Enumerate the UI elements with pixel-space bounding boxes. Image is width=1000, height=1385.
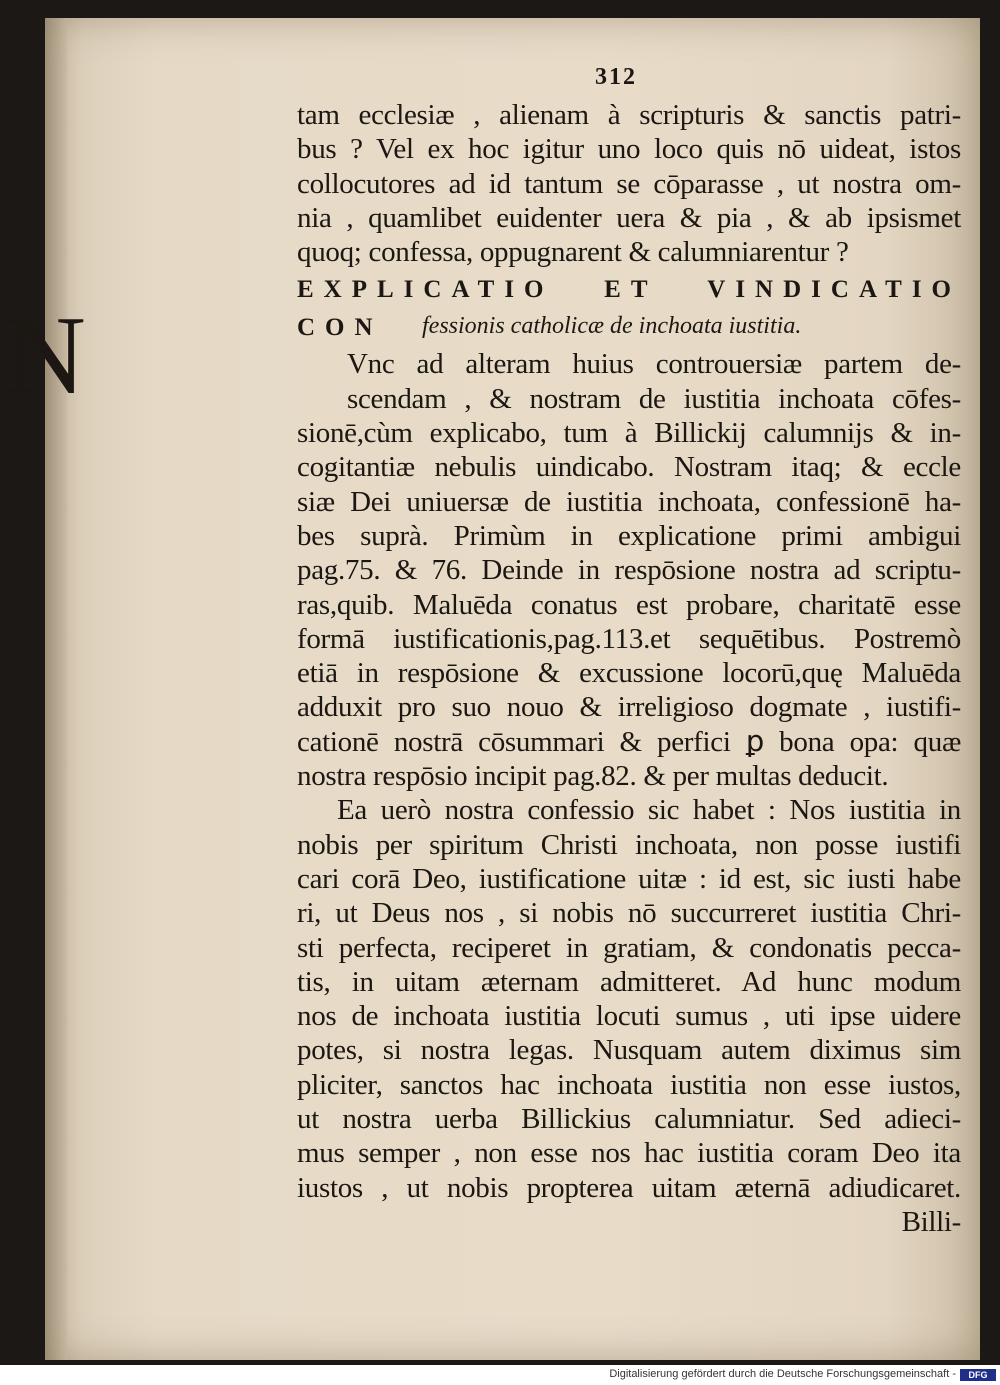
text-line: tam ecclesiæ , alienam à scripturis & sanctis patri-	[297, 99, 961, 131]
text-line: formā iustificationis,pag.113.et sequētibus. Postremò	[297, 622, 961, 655]
catchword: Billi-	[901, 1205, 961, 1238]
page-gutter-shadow	[45, 18, 67, 1360]
text-line: sti perfecta, reciperet in gratiam, & condonatis pecca-	[297, 931, 961, 964]
text-line: scendam , & nostram de iustitia inchoata cōfes-	[347, 382, 961, 415]
text-line: ras,quib. Maluēda conatus est probare, charitatē esse	[297, 588, 961, 621]
text-line: quoq; confessa, oppugnarent & calumniarentur ?	[297, 236, 849, 269]
section-subheading: fessionis catholicæ de inchoata iustitia.	[422, 313, 802, 340]
text-line: sionē,cùm explicabo, tum à Billickij calumnijs & in-	[297, 417, 961, 450]
text-line: cari corā Deo, iustificatione uitæ : id est, sic iusti habe	[297, 862, 961, 895]
footer-credit: Digitalisierung gefördert durch die Deutsche Forschungsgemeinschaft -	[609, 1368, 956, 1380]
text-line: iustos , ut nobis propterea uitam æternā adiudicaret.	[297, 1171, 961, 1204]
text-line: nos de inchoata iustitia locuti sumus , uti ipse uidere	[297, 1000, 961, 1033]
text-line: adduxit pro suo nouo & irreligioso dogmate , iustifi-	[297, 691, 961, 724]
text-line: etiā in respōsione & excussione locorū,quę Maluēda	[297, 657, 961, 690]
text-line: nia , quamlibet euidenter uera & pia , & ab ipsismet	[297, 201, 961, 234]
footer-bar	[0, 1365, 1000, 1385]
text-line: Vnc ad alteram huius controuersiæ partem de-	[347, 348, 961, 381]
text-line: nobis per spiritum Christi inchoata, non posse iustifi	[297, 828, 961, 861]
section-heading: EXPLICATIO ET VINDICATIO CON	[297, 276, 961, 342]
text-line: ri, ut Deus nos , si nobis nō succurreret iustitia Chri-	[297, 897, 961, 930]
drop-cap-initial: N	[5, 294, 86, 418]
text-line: nostra respōsio incipit pag.82. & per multas deducit.	[297, 760, 889, 793]
text-line: mus semper , non esse nos hac iustitia coram Deo ita	[297, 1137, 961, 1170]
text-line: siæ Dei uniuersæ de iustitia inchoata, confessionē ha-	[297, 485, 961, 518]
page-number: 312	[595, 64, 637, 90]
text-line: bus ? Vel ex hoc igitur uno loco quis nō uideat, istos	[297, 133, 961, 166]
text-line: potes, si nostra legas. Nusquam autem diximus sim	[297, 1034, 961, 1067]
text-line: pag.75. & 76. Deinde in respōsione nostra ad scriptu-	[297, 554, 961, 587]
body-text	[297, 98, 961, 1239]
text-line: bes suprà. Primùm in explicatione primi ambigui	[297, 519, 961, 552]
text-line: ut nostra uerba Billickius calumniatur. Sed adieci-	[297, 1103, 961, 1136]
text-line: tis, in uitam æternam admitteret. Ad hunc modum	[297, 965, 961, 998]
text-line: pliciter, sanctos hac inchoata iustitia non esse iustos,	[297, 1068, 961, 1101]
text-line: Ea uerò nostra confessio sic habet : Nos iustitia in	[337, 794, 961, 827]
text-line: cogitantiæ nebulis uindicabo. Nostram itaq; & eccle	[297, 451, 961, 484]
text-line: cationē nostrā cōsummari & perfici ꝑ bona opa: quæ	[297, 725, 961, 758]
dfg-logo: DFG	[960, 1369, 996, 1381]
text-line: collocutores ad id tantum se cōparasse , ut nostra om-	[297, 167, 961, 200]
